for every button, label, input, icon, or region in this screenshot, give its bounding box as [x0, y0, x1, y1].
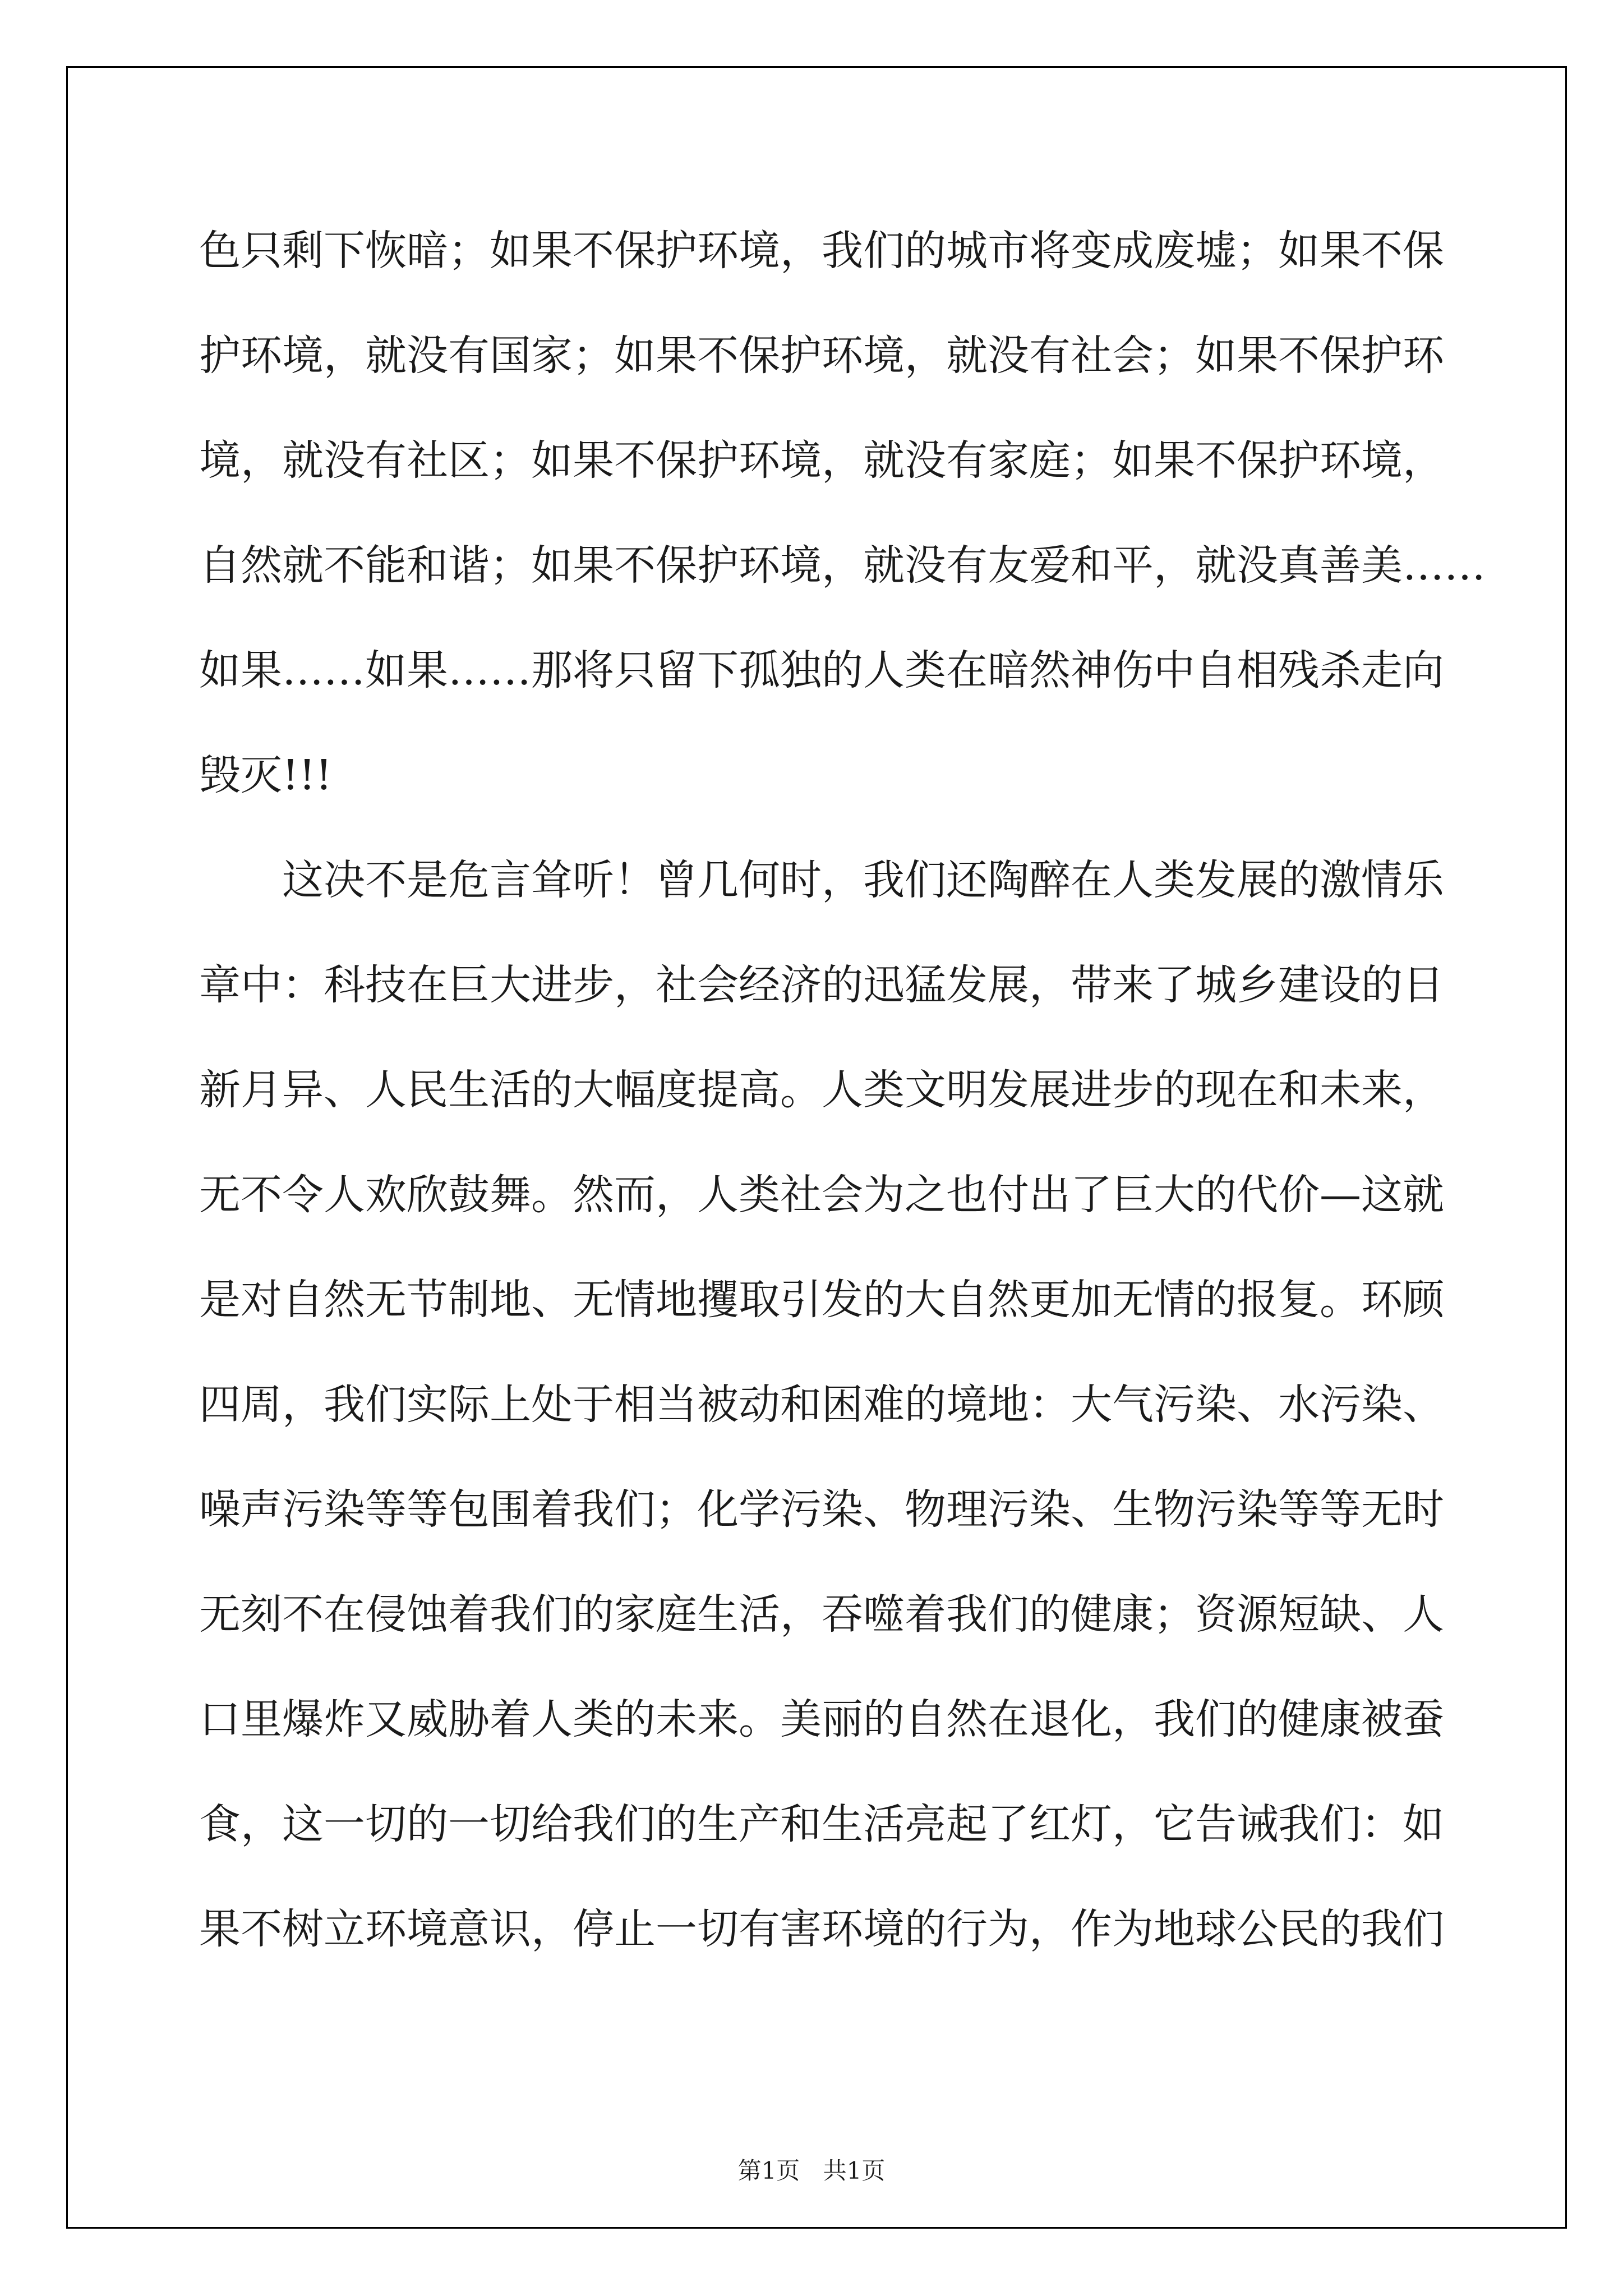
page-footer — [0, 2154, 1623, 2188]
text-line: 食，这一切的一切给我们的生产和生活亮起了红灯，它告诫我们：如 — [199, 1800, 1444, 1848]
page-total: 共1页 — [823, 2157, 886, 2184]
paragraph-2 — [199, 828, 1444, 1982]
page-number: 第1页 — [737, 2157, 800, 2184]
text-line: 噪声污染等等包围着我们；化学污染、物理污染、生物污染等等无时 — [199, 1485, 1444, 1534]
text-line: 新月异、人民生活的大幅度提高。人类文明发展进步的现在和未来， — [199, 1066, 1444, 1114]
text-line: 护环境，就没有国家；如果不保护环境，就没有社会；如果不保护环 — [199, 332, 1444, 380]
text-line: 章中：科技在巨大进步，社会经济的迅猛发展，带来了城乡建设的日 — [199, 961, 1444, 1009]
text-line: 口里爆炸又威胁着人类的未来。美丽的自然在退化，我们的健康被蚕 — [199, 1695, 1444, 1743]
text-line: 如果……如果……那将只留下孤独的人类在暗然神伤中自相残杀走向 — [199, 646, 1444, 694]
text-line: 毁灭!!! — [199, 751, 333, 799]
document-body — [199, 199, 1486, 1982]
text-line: 境，就没有社区；如果不保护环境，就没有家庭；如果不保护环境， — [199, 436, 1444, 485]
text-line: 果不树立环境意识，停止一切有害环境的行为，作为地球公民的我们 — [199, 1905, 1444, 1953]
text-line: 这决不是危言耸听！曾几何时，我们还陶醉在人类发展的激情乐 — [282, 856, 1444, 904]
text-line: 四周，我们实际上处于相当被动和困难的境地：大气污染、水污染、 — [199, 1381, 1444, 1429]
text-line: 无刻不在侵蚀着我们的家庭生活，吞噬着我们的健康；资源短缺、人 — [199, 1590, 1444, 1639]
text-line: 自然就不能和谐；如果不保护环境，就没有友爱和平，就没真善美…… — [199, 541, 1486, 590]
paragraph-1 — [199, 199, 1486, 828]
text-line: 色只剩下恢暗；如果不保护环境，我们的城市将变成废墟；如果不保 — [199, 227, 1444, 275]
text-line: 是对自然无节制地、无情地攫取引发的大自然更加无情的报复。环顾 — [199, 1276, 1444, 1324]
text-line: 无不令人欢欣鼓舞。然而，人类社会为之也付出了巨大的代价—这就 — [199, 1171, 1444, 1219]
